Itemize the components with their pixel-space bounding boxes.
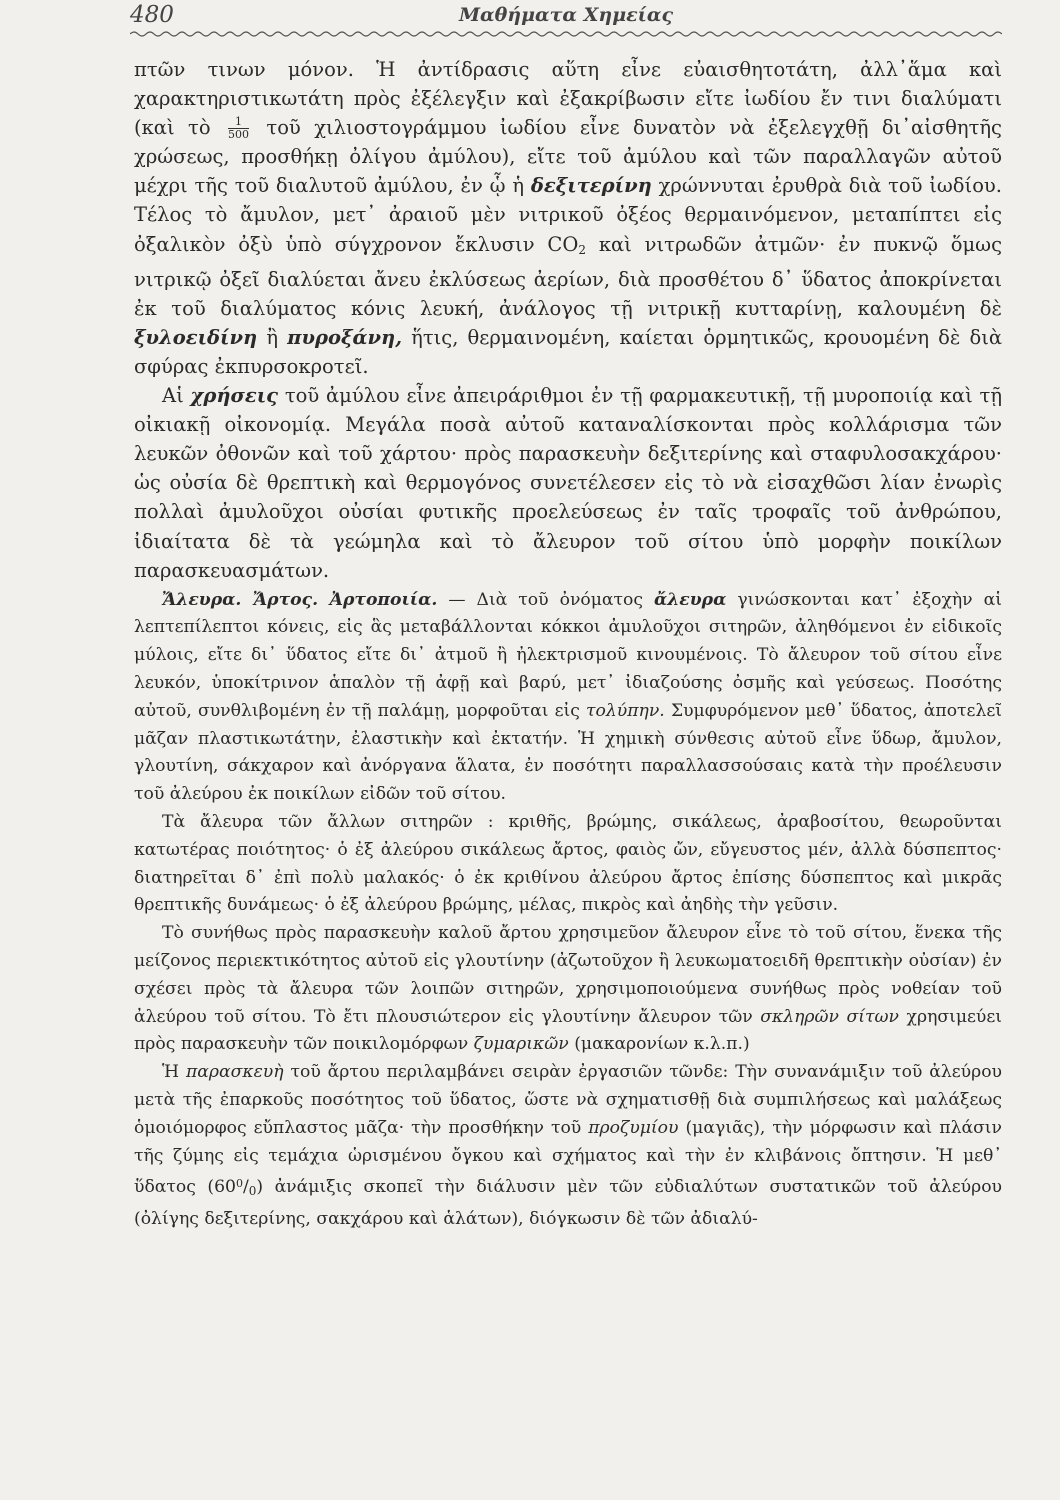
running-title: Μαθήματα Χημείας xyxy=(458,4,674,26)
small-print-section xyxy=(134,587,1002,1234)
header-wavy-rule xyxy=(130,30,1002,38)
section-heading: Ἄλευρα. Ἄρτος. Ἀρτοποιία. xyxy=(162,589,438,610)
paragraph: Ἄλευρα. Ἄρτος. Ἀρτοποιία. — Διὰ τοῦ ὀνόματος ἄλευρα γινώσκονται κατ᾽ ἐξοχὴν αἱ λεπτεπίλεπτοι κόνεις, εἰς ἃς μεταβάλλονται κόκκοι ἀμυλοῦχοι σιτηρῶν, ἀληθόμενοι ἐν εἰδικοῖς μύλοις, εἴτε δι᾽ ὕδατος εἴτε δι᾽ ἀτμοῦ ἢ ἠλεκτρισμοῦ κινουμένοις. Τὸ ἄλευρον τοῦ σίτου εἶνε λευκόν, ὑποκίτρινον ἁπαλὸν τῇ ἀφῇ καὶ βαρύ, μετ᾽ ἰδιαζούσης ὀσμῆς καὶ γεύσεως. Ποσότης αὐτοῦ, συνθλιβομένη ἐν τῇ παλάμῃ, μορφοῦται εἰς τολύπην. Συμφυρόμενον μεθ᾽ ὕδατος, ἀποτελεῖ μᾶζαν πλαστικωτάτην, ἐλαστικὴν καὶ ἐκτατήν. Ἡ χημικὴ σύνθεσις αὐτοῦ εἶνε ὕδωρ, ἄμυλον, γλουτίνη, σάκχαρον καὶ ἀνόργανα ἅλατα, ἐν ποσότητι παραλλασσούσαις κατὰ τὴν προέλευσιν τοῦ ἀλεύρου ἐκ ποικίλων εἰδῶν τοῦ σίτου. xyxy=(134,589,1003,805)
paragraph: πτῶν τινων μόνον. Ἡ ἀντίδρασις αὕτη εἶνε εὐαισθητοτάτη, ἀλλ᾽ἅμα καὶ χαρακτηριστικωτάτη πρὸς ἐξέλεγξιν καὶ ἐξακρίβωσιν εἴτε ἰωδίου ἔν τινι διαλύματι (καὶ τὸ $\frac{1}{500}$ τοῦ χιλιοστογράμμου ἰωδίου εἶνε δυνατὸν νὰ ἐξελεγχθῇ δι᾽αἰσθητῆς χρώσεως, προσθήκῃ ὀλίγου ἀμύλου), εἴτε τοῦ ἀμύλου καὶ τῶν παραλλαγῶν αὐτοῦ μέχρι τῆς τοῦ διαλυτοῦ ἀμύλου, ἐν ᾧ ἡ δεξιτερίνη χρώννυται ἐρυθρὰ διὰ τοῦ ἰωδίου. Τέλος τὸ ἄμυλον, μετ᾽ ἀραιοῦ μὲν νιτρικοῦ ὀξέος θερμαινόμενον, μεταπίπτει εἰς ὀξαλικὸν ὀξὺ ὑπὸ σύγχρονον ἔκλυσιν $CO_2$ καὶ νιτρωδῶν ἀτμῶν· ἐν πυκνῷ ὅμως νιτρικῷ ὀξεῖ διαλύεται ἄνευ ἐκλύσεως ἀερίων, διὰ προσθέτου δ᾽ ὕδατος ἀποκρίνεται ἐκ τοῦ διαλύματος κόνις λευκή, ἀνάλογος τῇ νιτρικῇ κυτταρίνῃ, καλουμένη δὲ ξυλοειδίνη ἢ πυροξάνη, ἥτις, θερμαινομένη, καίεται ὁρμητικῶς, κρουομένη δὲ διὰ σφύρας ἐκπυρσοκροτεῖ. xyxy=(134,58,1003,378)
paragraph: Τὰ ἄλευρα τῶν ἄλλων σιτηρῶν : κριθῆς, βρώμης, σικάλεως, ἀραβοσίτου, θεωροῦνται κατωτέρας ποιότητος· ὁ ἐξ ἀλεύρου σικάλεως ἄρτος, φαιὸς ὤν, εὔγευστος μέν, ἀλλὰ δύσπεπτος· διατηρεῖται δ᾽ ἐπὶ πολὺ μαλακός· ὁ ἐκ κριθίνου ἀλεύρου ἄρτος ἐπίσης δύσπεπτος καὶ μικρᾶς θρεπτικῆς δυνάμεως· ὁ ἐξ ἀλεύρου βρώμης, μέλας, πικρὸς καὶ ἀηδὴς τὴν γεῦσιν. xyxy=(134,812,1002,916)
page-body xyxy=(134,55,1002,1234)
fraction: $\frac{1}{500}$ xyxy=(227,115,249,142)
paragraph: Τὸ συνήθως πρὸς παρασκευὴν καλοῦ ἄρτου χρησιμεῦον ἄλευρον εἶνε τὸ τοῦ σίτου, ἕνεκα τῆς μείζονος περιεκτικότητος αὐτοῦ εἰς γλουτίνην (ἀζωτοῦχον ἢ λευκωματοειδῆ θρεπτικὴν οὐσίαν) ἐν σχέσει πρὸς τὰ ἄλευρα τῶν λοιπῶν σιτηρῶν, χρησιμοποιούμενα συνήθως πρὸς νοθείαν τοῦ ἀλεύρου τοῦ σίτου. Τὸ ἔτι πλουσιώτερον εἰς γλουτίνην ἄλευρον τῶν σκληρῶν σίτων χρησιμεύει πρὸς παρασκευὴν τῶν ποικιλομόρφων ζυμαρικῶν (μακαρονίων κ.λ.π.) xyxy=(134,923,1003,1055)
page-number: 480 xyxy=(130,2,174,28)
paragraph: Αἱ χρήσεις τοῦ ἀμύλου εἶνε ἀπειράριθμοι ἐν τῇ φαρμακευτικῇ, τῇ μυροποιίᾳ καὶ τῇ οἰκιακῇ οἰκονομίᾳ. Μεγάλα ποσὰ αὐτοῦ καταναλίσκονται πρὸς κολλάρισμα τῶν λευκῶν ὀθονῶν καὶ τοῦ χάρτου· πρὸς παρασκευὴν δεξιτερίνης καὶ σταφυλοσακχάρου· ὡς οὐσία δὲ θρεπτικὴ καὶ θερμογόνος συνετέλεσεν εἰς τὸ νὰ εἰσαχθῶσι λίαν ἐνωρὶς πολλαὶ ἀμυλοῦχοι οὐσίαι φυτικῆς προελεύσεως ἐν ταῖς τροφαῖς τοῦ ἀνθρώπου, ἰδιαίτατα δὲ τὰ γεώμηλα καὶ τὸ ἄλευρον τοῦ σίτου ὑπὸ μορφὴν ποικίλων παρασκευασμάτων. xyxy=(134,384,1003,582)
paragraph: Ἡ παρασκευὴ τοῦ ἄρτου περιλαμβάνει σειρὰν ἐργασιῶν τῶνδε: Τὴν συνανάμιξιν τοῦ ἀλεύρου μετὰ τῆς ἐπαρκοῦς ποσότητος τοῦ ὕδατος, ὥστε νὰ σχηματισθῇ διὰ συμπιλήσεως καὶ μαλάξεως ὁμοιόμορφος εὔπλαστος μᾶζα· τὴν προσθήκην τοῦ προζυμίου (μαγιᾶς), τὴν μόρφωσιν καὶ πλάσιν τῆς ζύμης εἰς τεμάχια ὡρισμένου ὄγκου καὶ σχήματος καὶ τὴν ἐν κλιβάνοις ὄπτησιν. Ἡ μεθ᾽ ὕδατος $(60^0/_0)$ ἀνάμιξις σκοπεῖ τὴν διάλυσιν μὲν τῶν εὐδιαλύτων συστατικῶν τοῦ ἀλεύρου (ὀλίγης δεξιτερίνης, σακχάρου καὶ ἁλάτων), διόγκωσιν δὲ τῶν ἀδιαλύ- xyxy=(134,1062,1003,1230)
